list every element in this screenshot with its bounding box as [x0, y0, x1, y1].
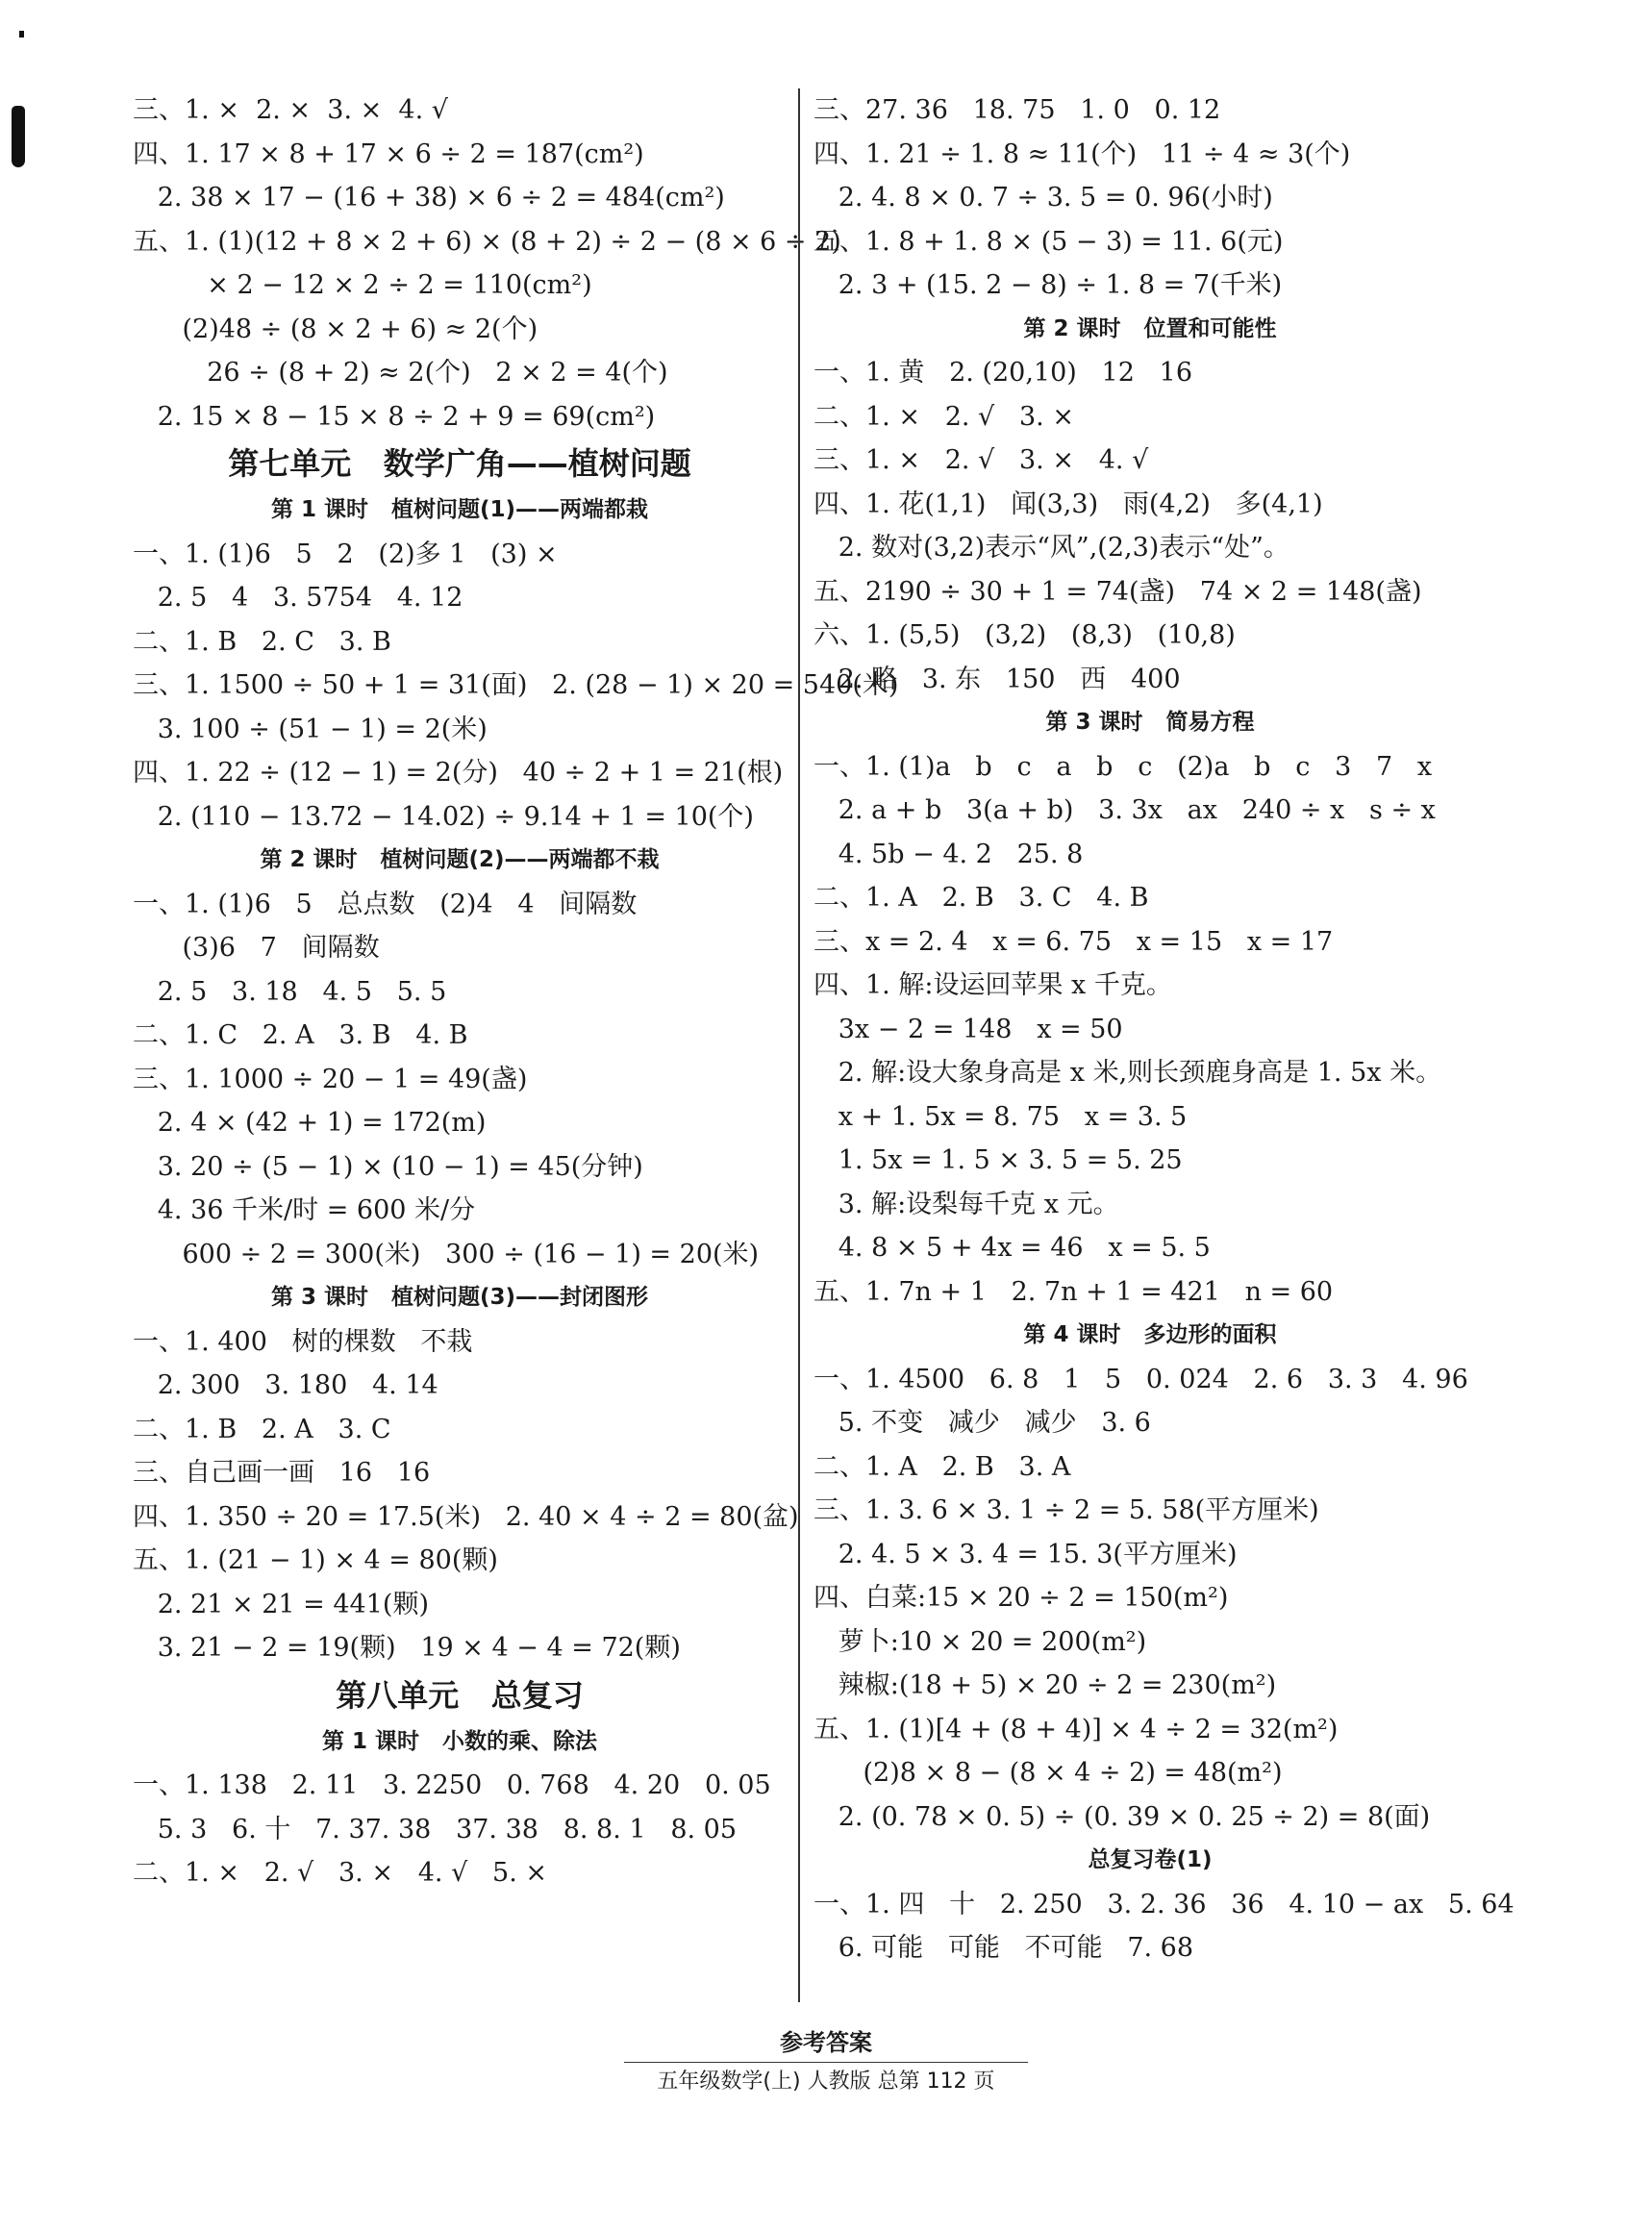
answer-line: 五、1. (1)[4 + (8 + 4)] × 4 ÷ 2 = 32(m²): [813, 1714, 1339, 1744]
answer-line: 一、1. (1)6 5 2 (2)多 1 (3) ×: [133, 539, 558, 569]
scan-mark: [12, 106, 25, 167]
answer-line: 三、自己画一画 16 16: [133, 1458, 431, 1488]
answer-line: 四、白菜:15 × 20 ÷ 2 = 150(m²): [813, 1583, 1229, 1613]
unit-heading: 第七单元 数学广角——植树问题: [228, 445, 691, 482]
answer-line: 2. 300 3. 180 4. 14: [133, 1370, 438, 1400]
answer-line: 二、1. × 2. √ 3. × 4. √ 5. ×: [133, 1858, 547, 1888]
answer-line: 3x − 2 = 148 x = 50: [813, 1014, 1123, 1044]
answer-line: 一、1. 4500 6. 8 1 5 0. 024 2. 6 3. 3 4. 96: [813, 1364, 1468, 1394]
answer-line: 一、1. 138 2. 11 3. 2250 0. 768 4. 20 0. 05: [133, 1770, 771, 1800]
answer-line: 3. 解:设梨每千克 x 元。: [813, 1189, 1119, 1219]
answer-line: (2)48 ÷ (8 × 2 + 6) ≈ 2(个): [133, 314, 538, 344]
answer-line: 三、1. 1000 ÷ 20 − 1 = 49(盏): [133, 1064, 528, 1094]
scan-dot: [19, 31, 24, 38]
answer-line: 二、1. A 2. B 3. A: [813, 1451, 1071, 1482]
answer-line: 一、1. 四 十 2. 250 3. 2. 36 36 4. 10 − ax 5. 64: [813, 1889, 1514, 1919]
answer-line: 2. 3 + (15. 2 − 8) ÷ 1. 8 = 7(千米): [813, 270, 1283, 300]
left-column: [133, 88, 899, 1895]
answer-line: 2. 解:设大象身高是 x 米,则长颈鹿身高是 1. 5x 米。: [813, 1058, 1442, 1088]
lesson-heading: 第 4 课时 多边形的面积: [1023, 1322, 1277, 1347]
answer-line: 一、1. 黄 2. (20,10) 12 16: [813, 358, 1193, 388]
answer-line: (3)6 7 间隔数: [133, 933, 380, 963]
answer-line: 五、1. 8 + 1. 8 × (5 − 3) = 11. 6(元): [813, 226, 1284, 257]
answer-line: 2. 4. 8 × 0. 7 ÷ 3. 5 = 0. 96(小时): [813, 183, 1273, 213]
answer-line: 3. 21 − 2 = 19(颗) 19 × 4 − 4 = 72(颗): [133, 1633, 681, 1663]
answer-line: 2. 数对(3,2)表示“风”,(2,3)表示“处”。: [813, 533, 1289, 563]
answer-line: 2. 4. 5 × 3. 4 = 15. 3(平方厘米): [813, 1539, 1238, 1569]
answer-line: 二、1. C 2. A 3. B 4. B: [133, 1020, 468, 1050]
answer-line: 二、1. B 2. A 3. C: [133, 1414, 391, 1444]
lesson-heading: 总复习卷(1): [1088, 1847, 1213, 1872]
answer-line: 6. 可能 可能 不可能 7. 68: [813, 1933, 1194, 1963]
answer-line: 六、1. (5,5) (3,2) (8,3) (10,8): [813, 620, 1236, 650]
answer-line: 一、1. (1)a b c a b c (2)a b c 3 7 x: [813, 751, 1433, 782]
answer-line: 2. (0. 78 × 0. 5) ÷ (0. 39 × 0. 25 ÷ 2) = 8(面): [813, 1801, 1431, 1832]
answer-line: 五、1. 7n + 1 2. 7n + 1 = 421 n = 60: [813, 1276, 1334, 1307]
answer-line: (2)8 × 8 − (8 × 4 ÷ 2) = 48(m²): [813, 1758, 1283, 1788]
lesson-heading: 第 2 课时 位置和可能性: [1023, 315, 1277, 341]
answer-line: 2. 略 3. 东 150 西 400: [813, 664, 1181, 694]
answer-line: 五、2190 ÷ 30 + 1 = 74(盏) 74 × 2 = 148(盏): [813, 576, 1422, 607]
answer-line: 辣椒:(18 + 5) × 20 ÷ 2 = 230(m²): [813, 1670, 1277, 1700]
answer-line: 四、1. 17 × 8 + 17 × 6 ÷ 2 = 187(cm²): [133, 138, 644, 169]
answer-line: 五、1. (1)(12 + 8 × 2 + 6) × (8 + 2) ÷ 2 − (8 × 6 ÷ 2): [133, 226, 841, 257]
answer-line: 1. 5x = 1. 5 × 3. 5 = 5. 25: [813, 1145, 1183, 1175]
lesson-heading: 第 3 课时 植树问题(3)——封闭图形: [270, 1285, 649, 1310]
answer-line: 一、1. (1)6 5 总点数 (2)4 4 间隔数: [133, 889, 638, 919]
answer-line: 2. 5 3. 18 4. 5 5. 5: [133, 976, 447, 1007]
answer-line: 2. a + b 3(a + b) 3. 3x ax 240 ÷ x s ÷ x: [813, 795, 1436, 825]
answer-line: 二、1. A 2. B 3. C 4. B: [813, 883, 1149, 913]
lesson-heading: 第 2 课时 植树问题(2)——两端都不栽: [260, 847, 660, 872]
answer-line: 二、1. × 2. √ 3. ×: [813, 401, 1074, 432]
answer-line: 2. 38 × 17 − (16 + 38) × 6 ÷ 2 = 484(cm²): [133, 183, 725, 213]
answer-line: 5. 不变 减少 减少 3. 6: [813, 1408, 1151, 1438]
page-footer: [0, 2027, 1652, 2097]
answer-line: 4. 36 千米/时 = 600 米/分: [133, 1195, 476, 1225]
answer-line: 四、1. 22 ÷ (12 − 1) = 2(分) 40 ÷ 2 + 1 = 21(根): [133, 758, 784, 788]
answer-line: 2. 4 × (42 + 1) = 172(m): [133, 1108, 487, 1138]
lesson-heading: 第 3 课时 简易方程: [1045, 710, 1255, 735]
column-divider: [798, 88, 800, 2002]
answer-line: 四、1. 350 ÷ 20 = 17.5(米) 2. 40 × 4 ÷ 2 = 80(盆): [133, 1501, 799, 1532]
unit-heading: 第八单元 总复习: [336, 1676, 584, 1714]
answer-line: 萝卜:10 × 20 = 200(m²): [813, 1626, 1147, 1657]
answer-line: 三、1. × 2. √ 3. × 4. √: [813, 445, 1149, 475]
answer-line: 3. 100 ÷ (51 − 1) = 2(米): [133, 714, 488, 744]
answer-line: 三、27. 36 18. 75 1. 0 0. 12: [813, 95, 1221, 125]
answer-line: x + 1. 5x = 8. 75 x = 3. 5: [813, 1101, 1188, 1132]
footer-info: 五年级数学(上) 人教版 总第 112 页: [657, 2070, 995, 2094]
answer-line: 二、1. B 2. C 3. B: [133, 626, 391, 657]
answer-line: 2. 15 × 8 − 15 × 8 ÷ 2 + 9 = 69(cm²): [133, 401, 656, 432]
answer-line: 4. 5b − 4. 2 25. 8: [813, 839, 1084, 869]
answer-line: 2. (110 − 13.72 − 14.02) ÷ 9.14 + 1 = 10(个): [133, 801, 754, 832]
answer-line: 三、1. × 2. × 3. × 4. √: [133, 95, 448, 125]
answer-line: 四、1. 21 ÷ 1. 8 ≈ 11(个) 11 ÷ 4 ≈ 3(个): [813, 138, 1351, 169]
answer-line: 五、1. (21 − 1) × 4 = 80(颗): [133, 1545, 498, 1575]
answer-line: 26 ÷ (8 + 2) ≈ 2(个) 2 × 2 = 4(个): [133, 358, 668, 388]
right-column: [813, 88, 1514, 1970]
footer-title: 参考答案: [780, 2029, 872, 2056]
answer-line: 2. 5 4 3. 5754 4. 12: [133, 583, 463, 613]
answer-line: 3. 20 ÷ (5 − 1) × (10 − 1) = 45(分钟): [133, 1151, 643, 1182]
answer-line: 四、1. 解:设运回苹果 x 千克。: [813, 970, 1172, 1000]
lesson-heading: 第 1 课时 小数的乘、除法: [321, 1728, 598, 1754]
answer-line: 5. 3 6. 十 7. 37. 38 37. 38 8. 8. 1 8. 05: [133, 1814, 738, 1844]
footer-rule: [624, 2062, 1028, 2063]
answer-line: 2. 21 × 21 = 441(颗): [133, 1589, 429, 1619]
lesson-heading: 第 1 课时 植树问题(1)——两端都栽: [270, 497, 649, 522]
answer-line: 三、1. 3. 6 × 3. 1 ÷ 2 = 5. 58(平方厘米): [813, 1495, 1319, 1525]
answer-line: 一、1. 400 树的棵数 不栽: [133, 1326, 473, 1357]
answer-line: 4. 8 × 5 + 4x = 46 x = 5. 5: [813, 1233, 1211, 1263]
answer-line: 三、x = 2. 4 x = 6. 75 x = 15 x = 17: [813, 926, 1334, 957]
answer-line: 三、1. 1500 ÷ 50 + 1 = 31(面) 2. (28 − 1) × 20 = 540(米): [133, 670, 899, 700]
answer-line: 四、1. 花(1,1) 闻(3,3) 雨(4,2) 多(4,1): [813, 489, 1323, 519]
answer-line: × 2 − 12 × 2 ÷ 2 = 110(cm²): [133, 270, 592, 300]
answer-line: 600 ÷ 2 = 300(米) 300 ÷ (16 − 1) = 20(米): [133, 1239, 760, 1269]
